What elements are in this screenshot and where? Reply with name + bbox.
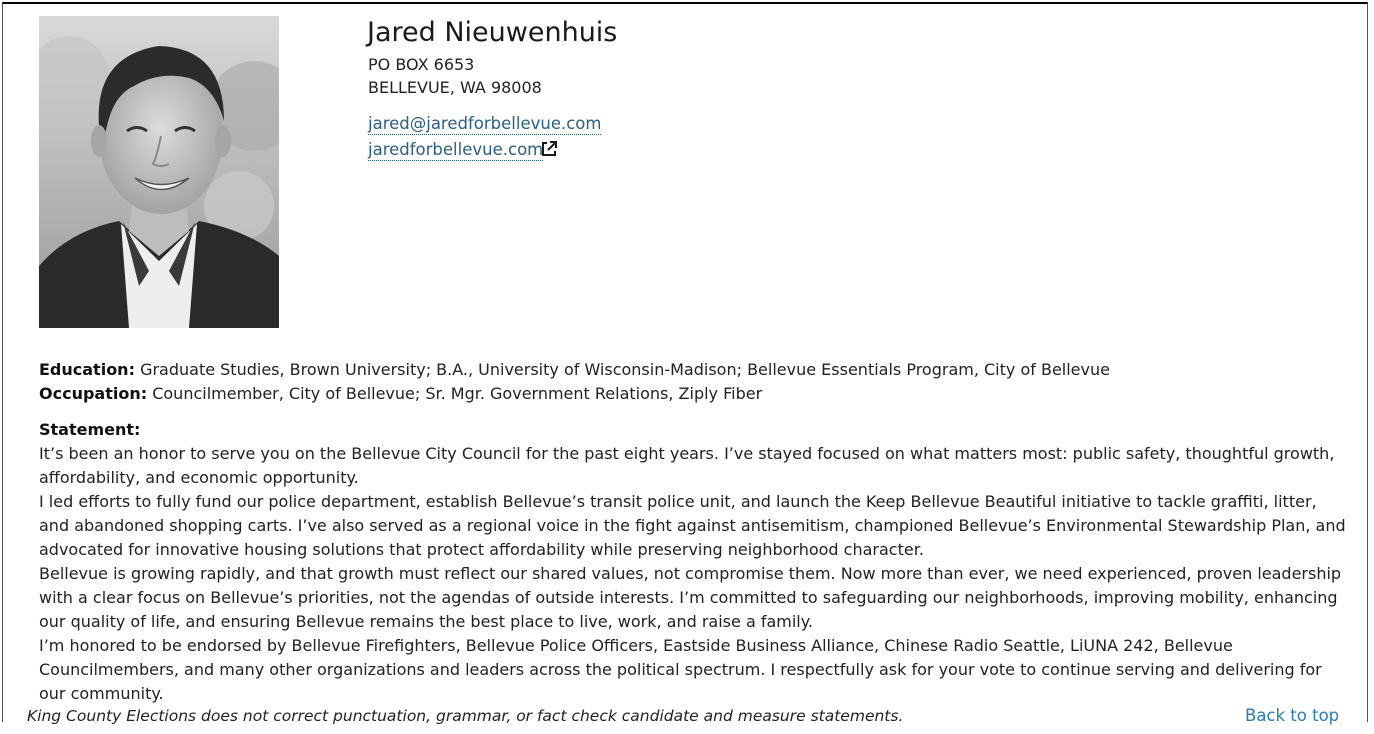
back-to-top-link[interactable]: Back to top <box>1245 706 1340 725</box>
education-value: Graduate Studies, Brown University; B.A., University of Wisconsin-Madison; Bellevue Essentials Program, City of Bellevue <box>140 360 1110 379</box>
statement-label: Statement: <box>39 420 141 439</box>
statement-paragraph: Bellevue is growing rapidly, and that growth must reflect our shared values, not compromise them. Now more than ever, we need experienced, proven leadership with a clear focus on Bellevue’s priorities, not the agendas of outside interests. I’m committed to safeguarding our neighborhoods, improving mobility, enhancing our quality of life, and ensuring Bellevue remains the best place to live, work, and raise a family. <box>39 564 1342 631</box>
disclaimer-text: King County Elections does not correct punctuation, grammar, or fact check candidate and measure statements. <box>27 707 904 725</box>
occupation-row <box>39 384 762 403</box>
statement-paragraph: It’s been an honor to serve you on the Bellevue City Council for the past eight years. I’ve stayed focused on what matters most: public safety, thoughtful growth, affordability, and economic opportunity. <box>39 444 1335 487</box>
statement-paragraph: I led efforts to fully fund our police department, establish Bellevue’s transit police unit, and launch the Keep Bellevue Beautiful initiative to tackle graffiti, litter, and abandoned shopping carts. I’ve also served as a regional voice in the fight against antisemitism, championed Bellevue’s Environmental Stewardship Plan, and advocated for innovative housing solutions that protect affordability while preserving neighborhood character. <box>39 492 1346 559</box>
candidate-photo <box>39 16 279 328</box>
occupation-value: Councilmember, City of Bellevue; Sr. Mgr. Government Relations, Ziply Fiber <box>152 384 763 403</box>
address-line-2: BELLEVUE, WA 98008 <box>368 78 542 97</box>
email-link[interactable]: jared@jaredforbellevue.com <box>368 114 602 133</box>
statement-body <box>39 442 1349 706</box>
candidate-name: Jared Nieuwenhuis <box>367 17 618 48</box>
statement-paragraph: I’m honored to be endorsed by Bellevue Firefighters, Bellevue Police Officers, Eastside Business Alliance, Chinese Radio Seattle, LiUNA 242, Bellevue Councilmembers, and many other organizations and leaders across the political spectrum. I respectfully ask for your vote to continue serving and delivering for our community. <box>39 636 1322 703</box>
occupation-label: Occupation: <box>39 384 148 403</box>
external-link-icon[interactable] <box>540 140 558 162</box>
website-link[interactable]: jaredforbellevue.com <box>368 140 544 159</box>
education-row <box>39 360 1110 379</box>
address-line-1: PO BOX 6653 <box>368 55 475 74</box>
education-label: Education: <box>39 360 135 379</box>
